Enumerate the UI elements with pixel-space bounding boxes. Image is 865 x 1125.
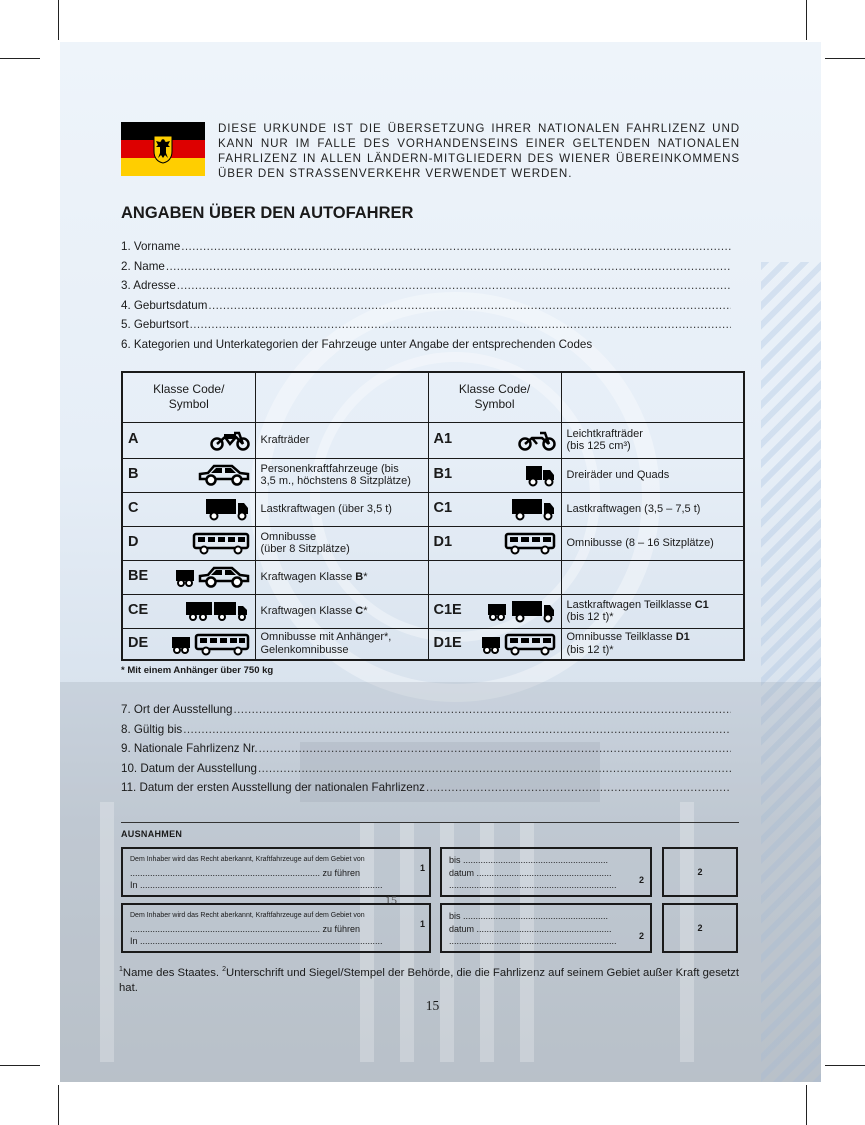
field-geburtsdatum: 4. Geburtsdatum ..... bbox=[121, 299, 731, 319]
category-table bbox=[121, 371, 745, 661]
category-desc: Omnibusse mit Anhänger*, Gelenkomnibusse bbox=[255, 628, 428, 660]
field-datum-ausstellung: 10. Datum der Ausstellung ..... bbox=[121, 762, 731, 782]
category-desc: Omnibusse Teilklasse D1 (bis 12 t)* bbox=[561, 628, 744, 660]
truck-icon bbox=[204, 497, 250, 521]
table-header-left: Klasse Code/ Symbol bbox=[122, 372, 255, 422]
table-header-right: Klasse Code/ Symbol bbox=[428, 372, 561, 422]
divider bbox=[121, 822, 739, 823]
table-row bbox=[122, 526, 744, 560]
truck-with-trailer-icon bbox=[486, 599, 556, 623]
bus-icon bbox=[504, 531, 556, 555]
category-code: D bbox=[128, 534, 139, 551]
category-cell bbox=[428, 526, 561, 560]
category-code: B1 bbox=[433, 466, 453, 483]
table-row bbox=[122, 492, 744, 526]
category-desc: Personenkraftfahrzeuge (bis 3,5 m., höchstens 8 Sitzplätze) bbox=[255, 458, 428, 492]
field-kategorien: 6. Kategorien und Unterkategorien der Fahrzeuge unter Angabe der entsprechenden Codes bbox=[121, 337, 593, 351]
category-code: B bbox=[128, 466, 139, 483]
category-cell bbox=[428, 628, 561, 660]
category-desc: Lastkraftwagen (über 3,5 t) bbox=[255, 492, 428, 526]
field-adresse: 3. Adresse ..... bbox=[121, 279, 731, 299]
small-truck-icon bbox=[524, 463, 556, 487]
truck-with-trailer-icon bbox=[184, 599, 250, 623]
car-icon bbox=[198, 463, 250, 487]
intro-text: DIESE URKUNDE IST DIE ÜBERSETZUNG IHRER NATIONALEN FAHRLIZENZ UND KANN NUR IM FALLE DES VORHANDENSEINS EINER GELTENDEN NATIONALEN FAHRLIZENZ IN ALLEN LÄNDERN-MITGLIEDERN DES WIENER ÜBEREINKOMMENS ÜBER DEN STRASSENVERKEHR VERWENDET WERDEN. bbox=[218, 122, 740, 180]
category-cell bbox=[428, 422, 561, 458]
ghost-page-number: 15 bbox=[385, 893, 397, 907]
driver-fields bbox=[121, 240, 731, 358]
category-desc-empty bbox=[561, 560, 744, 594]
category-cell-empty bbox=[428, 560, 561, 594]
category-cell bbox=[122, 458, 255, 492]
table-footnote: * Mit einem Anhänger über 750 kg bbox=[121, 665, 274, 676]
field-ort-ausstellung: 7. Ort der Ausstellung ..... bbox=[121, 703, 731, 723]
category-cell bbox=[122, 594, 255, 628]
category-desc: Leichtkrafträder (bis 125 cm³) bbox=[561, 422, 744, 458]
truck-icon bbox=[510, 497, 556, 521]
table-header-empty bbox=[255, 372, 428, 422]
page-number: 15 bbox=[425, 998, 440, 1013]
field-erste-ausstellung: 11. Datum der ersten Ausstellung der nationalen Fahrlizenz ..... bbox=[121, 781, 731, 801]
category-cell bbox=[428, 492, 561, 526]
category-cell bbox=[428, 458, 561, 492]
field-fahrlizenz-nr: 9. Nationale Fahrlizenz Nr. ..... bbox=[121, 742, 731, 762]
category-code: C bbox=[128, 500, 139, 517]
field-gueltig-bis: 8. Gültig bis ..... bbox=[121, 723, 731, 743]
section-title: ANGABEN ÜBER DEN AUTOFAHRER bbox=[121, 204, 414, 222]
exception-box-right: 2 bbox=[662, 903, 738, 953]
category-cell bbox=[122, 628, 255, 660]
category-code: DE bbox=[128, 635, 149, 651]
table-row bbox=[122, 628, 744, 660]
category-code: C1E bbox=[433, 602, 462, 619]
category-desc: Kraftwagen Klasse B* bbox=[255, 560, 428, 594]
category-cell bbox=[122, 560, 255, 594]
field-name: 2. Name ..... bbox=[121, 260, 731, 280]
category-desc: Kraftwagen Klasse C* bbox=[255, 594, 428, 628]
category-code: BE bbox=[128, 568, 149, 585]
category-code: D1E bbox=[433, 635, 462, 651]
category-cell bbox=[122, 422, 255, 458]
exception-box-left: Dem Inhaber wird das Recht aberkannt, Kraftfahrzeuge auf dem Gebiet von ............................................................................ zu führen In ................................................................................................. 1 bbox=[121, 903, 431, 953]
category-desc: Krafträder bbox=[255, 422, 428, 458]
exception-box-left: Dem Inhaber wird das Recht aberkannt, Kraftfahrzeuge auf dem Gebiet von ............................................................................ zu führen In ................................................................................................. 1 bbox=[121, 847, 431, 897]
category-code: D1 bbox=[433, 534, 453, 551]
car-with-trailer-icon bbox=[174, 565, 250, 589]
license-fields bbox=[121, 703, 731, 801]
table-header-empty bbox=[561, 372, 744, 422]
category-cell bbox=[428, 594, 561, 628]
category-desc: Lastkraftwagen (3,5 – 7,5 t) bbox=[561, 492, 744, 526]
table-row bbox=[122, 594, 744, 628]
bus-with-trailer-icon bbox=[170, 632, 250, 656]
category-desc: Omnibusse (8 – 16 Sitzplätze) bbox=[561, 526, 744, 560]
category-cell bbox=[122, 526, 255, 560]
table-row bbox=[122, 458, 744, 492]
exception-box-middle: bis .......................................................... datum ...................................................... ................................................................... 2 bbox=[440, 847, 652, 897]
exception-box-right: 2 bbox=[662, 847, 738, 897]
field-geburtsort: 5. Geburtsort ..... bbox=[121, 318, 731, 338]
category-code: A bbox=[128, 431, 139, 448]
bus-icon bbox=[192, 531, 250, 555]
exceptions-title: AUSNAHMEN bbox=[121, 829, 183, 839]
exception-box-middle: bis .......................................................... datum ...................................................... ................................................................... 2 bbox=[440, 903, 652, 953]
motorcycle-icon bbox=[210, 429, 250, 451]
eagle-emblem-icon bbox=[151, 134, 175, 164]
table-row bbox=[122, 422, 744, 458]
category-cell bbox=[122, 492, 255, 526]
category-code: C1 bbox=[433, 500, 453, 517]
light-motorcycle-icon bbox=[518, 429, 556, 451]
table-row bbox=[122, 560, 744, 594]
footnote-legend: $^1$Name des Staates. $^2$Unterschrift und Siegel/Stempel der Behörde, die die Fahrlizenz auf seinem Gebiet außer Kraft gesetzt hat. bbox=[119, 966, 740, 994]
category-desc: Dreiräder und Quads bbox=[561, 458, 744, 492]
category-desc: Lastkraftwagen Teilklasse C1 (bis 12 t)* bbox=[561, 594, 744, 628]
field-vorname: 1. Vorname ..... bbox=[121, 240, 731, 260]
bus-with-trailer-icon bbox=[480, 632, 556, 656]
category-code: A1 bbox=[433, 431, 453, 448]
german-flag bbox=[121, 122, 205, 176]
category-code: CE bbox=[128, 602, 149, 619]
category-desc: Omnibusse (über 8 Sitzplätze) bbox=[255, 526, 428, 560]
